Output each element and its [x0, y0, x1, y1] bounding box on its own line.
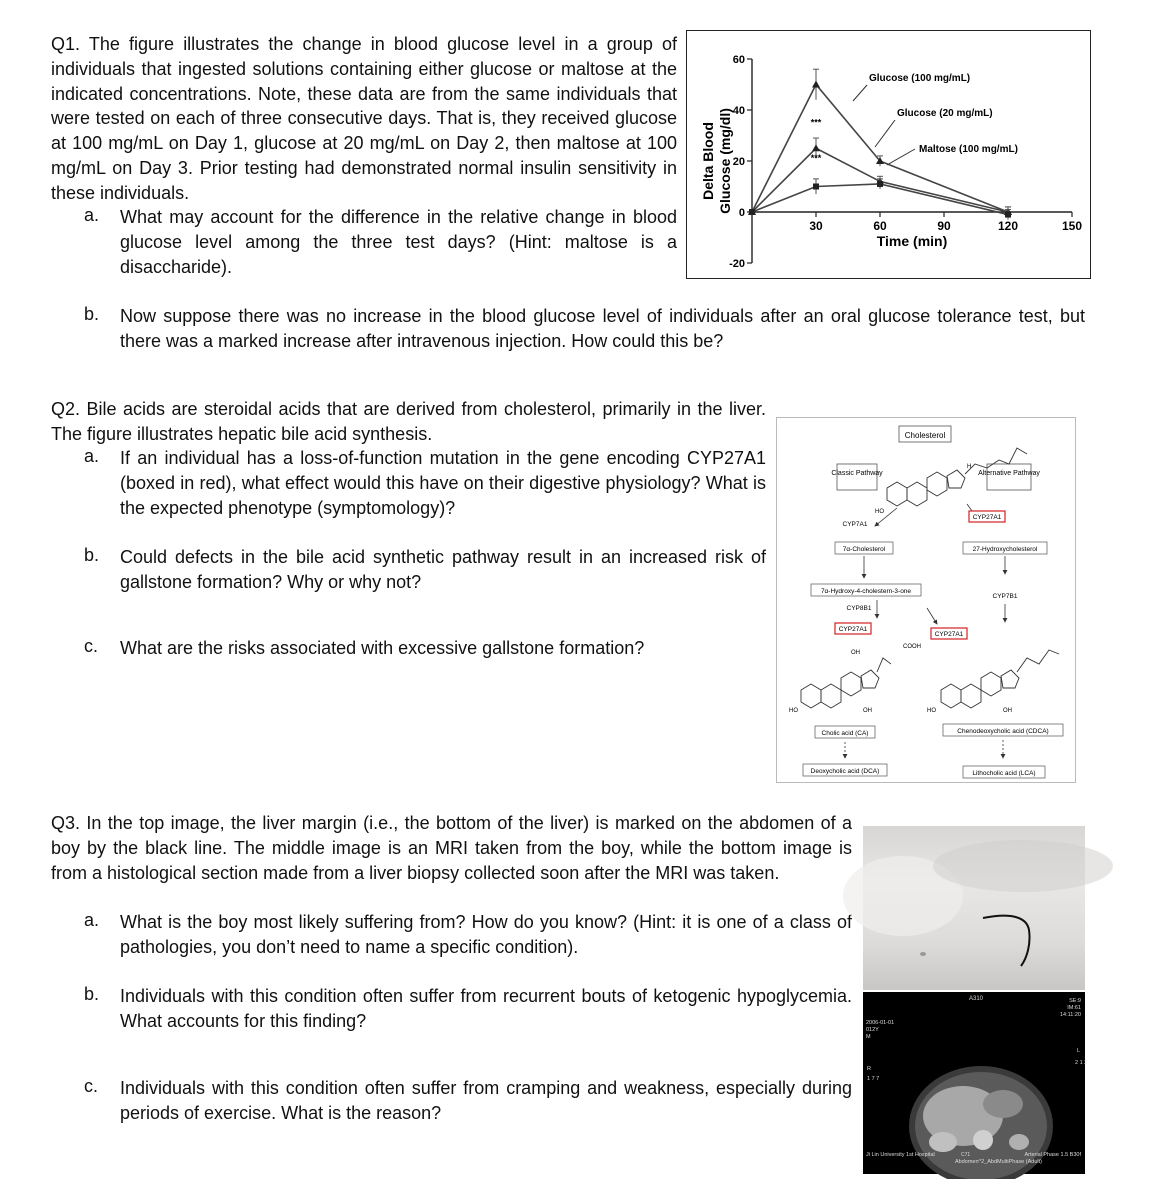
mri-bottom-left: Ji Lin University 1st Hospital	[866, 1152, 935, 1158]
mri-left-nums: 1 7 7	[867, 1076, 880, 1082]
mri-top-center: A310	[969, 996, 984, 1002]
ho-label-cdca: HO	[927, 708, 936, 714]
q2-b-text: Could defects in the bile acid synthetic pathway result in an increased risk of gallstone formation? Why or why not?	[120, 547, 766, 592]
y-tick-label: 60	[732, 54, 745, 66]
cyp27a1-label-left: CYP27A1	[838, 626, 868, 633]
cdca-structure	[941, 650, 1059, 708]
mri-right-nums: 2 1 2	[1075, 1060, 1088, 1066]
bile-acid-pathway-panel	[776, 417, 1076, 783]
x-tick-label: 120	[997, 219, 1019, 233]
cyp7b1-label: CYP7B1	[992, 593, 1018, 600]
alternative-pathway-label: Alternative Pathway	[978, 470, 1040, 477]
mri-bottom-mid: Abdomen^2_AbdMultiPhase (Adult)	[955, 1159, 1042, 1165]
lca-label: Lithocholic acid (LCA)	[972, 770, 1036, 777]
mri-bottom-mid-num: C71	[961, 1152, 971, 1158]
q1-b-text: Now suppose there was no increase in the blood glucose level of individuals after an oral glucose tolerance test, but there was a marked increase after intravenous injection. How could this be?	[120, 306, 1085, 351]
q3-c-label: c.	[84, 1076, 99, 1096]
mri-date: 2006-01-01	[866, 1020, 895, 1026]
mri-sex: M	[866, 1034, 871, 1040]
data-point-square	[749, 209, 755, 215]
q1-a-label: a.	[84, 205, 100, 225]
27-hydroxycholesterol-label: 27-Hydroxycholesterol	[972, 546, 1038, 553]
x-tick-label: 60	[873, 219, 887, 233]
cyp27a1-label-right: CYP27A1	[934, 631, 964, 638]
q2-stem: Q2. Bile acids are steroidal acids that are derived from cholesterol, primarily in the liver. The figure illustrates hepatic bile acid synthesis.	[51, 399, 766, 444]
mri-bottom-right: Arterial Phase 1.5 B30f	[1024, 1152, 1081, 1158]
oh-label-cdca: OH	[1003, 708, 1012, 714]
mri-image	[863, 992, 1088, 1174]
h-label-cholesterol: H	[967, 464, 972, 470]
data-point-square	[1005, 212, 1011, 218]
y-tick-label: 0	[738, 207, 745, 219]
q2-c-text: What are the risks associated with excessive gallstone formation?	[120, 638, 645, 658]
cooh-label: COOH	[903, 644, 921, 650]
q3-a-text: What is the boy most likely suffering from? How do you know? (Hint: it is one of a class of pathologies, you don’t need to name a specific condition).	[120, 912, 852, 957]
q3-stem: Q3. In the top image, the liver margin (i.e., the bottom of the liver) is marked on the abdomen of a boy by the black line. The middle image is an MRI taken from the boy, while the bottom image is from a histological section made from a liver biopsy collected soon after the MRI was taken.	[51, 813, 852, 883]
ho-label-cholesterol: HO	[875, 509, 884, 515]
x-tick-label: 90	[937, 219, 951, 233]
cdca-label: Chenodeoxycholic acid (CDCA)	[957, 728, 1049, 735]
q2-a-label: a.	[84, 446, 100, 466]
q3-b-text: Individuals with this condition often suffer from recurrent bouts of ketogenic hypoglycemia. What accounts for this finding?	[120, 986, 852, 1031]
q3-b-label: b.	[84, 984, 100, 1004]
legend-pointer	[875, 120, 895, 147]
y-axis-label-line2: Glucose (mg/dl)	[717, 108, 733, 214]
abdomen-photo	[863, 826, 1085, 990]
legend-label-2: Maltose (100 mg/mL)	[919, 144, 1018, 155]
legend-label-0: Glucose (100 mg/mL)	[869, 73, 971, 84]
q1-b-label: b.	[84, 304, 100, 324]
glucose-chart-panel	[686, 30, 1091, 279]
ho-label-cholic: HO	[789, 708, 798, 714]
y-tick-label: 20	[732, 156, 745, 168]
mri-right-orient: L	[1077, 1048, 1081, 1054]
q3-a-label: a.	[84, 910, 100, 930]
q2-a-text: If an individual has a loss-of-function mutation in the gene encoding CYP27A1 (boxed in red), what effect would this have on their digestive physiology? What is the expected phenotype (symptomology)?	[120, 448, 766, 518]
cyp8b1-label: CYP8B1	[846, 605, 872, 612]
x-axis-label: Time (min)	[876, 233, 948, 249]
mri-left-orient: R	[867, 1066, 871, 1072]
q2-c-label: c.	[84, 636, 99, 656]
oh-label-cholic-bottom: OH	[863, 708, 872, 714]
bile-acid-pathway-diagram	[777, 418, 1075, 782]
y-tick-label: 40	[732, 105, 745, 117]
cyp27a1-label-top: CYP27A1	[972, 514, 1002, 521]
liver-margin-line	[983, 916, 1030, 966]
cholestenone-label: 7α-Hydroxy-4-cholestern-3-one	[820, 588, 912, 595]
7a-cholesterol-label: 7α-Cholesterol	[842, 546, 886, 553]
mri-top-right-1: SE:9	[1069, 998, 1081, 1004]
x-tick-label: 30	[809, 219, 823, 233]
data-point-triangle	[812, 144, 820, 151]
oh-label-cholic-top: OH	[851, 650, 860, 656]
cholic-acid-structure	[801, 658, 891, 708]
data-point-square	[813, 184, 819, 190]
y-axis-label-line1: Delta Blood	[700, 122, 716, 200]
significance-annotation: ***	[810, 117, 822, 128]
mri-top-right-2: IM:61	[1067, 1005, 1081, 1011]
cyp7a1-label: CYP7A1	[842, 521, 868, 528]
q1-a-text: What may account for the difference in the relative change in blood glucose level among the three test days? (Hint: maltose is a disaccharide).	[120, 207, 677, 277]
q1-stem: Q1. The figure illustrates the change in blood glucose level in a group of individuals that ingested solutions containing either glucose or maltose at the indicated concentrations. Note, these data are from the same individuals that were tested on each of three consecutive days. That is, they received glucose at 100 mg/mL on Day 1, glucose at 20 mg/mL on Day 2, then maltose at 100 mg/mL on Day 3. Prior testing had demonstrated normal insulin sensitivity in these individuals.	[51, 34, 677, 203]
glucose-chart	[687, 31, 1090, 278]
dca-label: Deoxycholic acid (DCA)	[810, 768, 880, 775]
mri-age: 012Y	[866, 1027, 879, 1033]
x-tick-label: 150	[1061, 219, 1083, 233]
cholic-acid-label: Cholic acid (CA)	[821, 730, 869, 737]
q2-b-label: b.	[84, 545, 100, 565]
legend-pointer	[853, 85, 867, 101]
data-point-triangle	[812, 81, 820, 88]
cholesterol-label: Cholesterol	[904, 431, 946, 440]
q3-c-text: Individuals with this condition often suffer from cramping and weakness, especially during periods of exercise. What is the reason?	[120, 1078, 852, 1123]
classic-pathway-label: Classic Pathway	[831, 470, 883, 477]
legend-pointer	[887, 149, 915, 165]
data-point-square	[877, 181, 883, 187]
legend-label-1: Glucose (20 mg/mL)	[897, 108, 993, 119]
significance-annotation: ***	[810, 153, 822, 163]
mri-top-right-3: 14:11:20	[1059, 1012, 1081, 1018]
y-tick-label: -20	[729, 258, 745, 270]
